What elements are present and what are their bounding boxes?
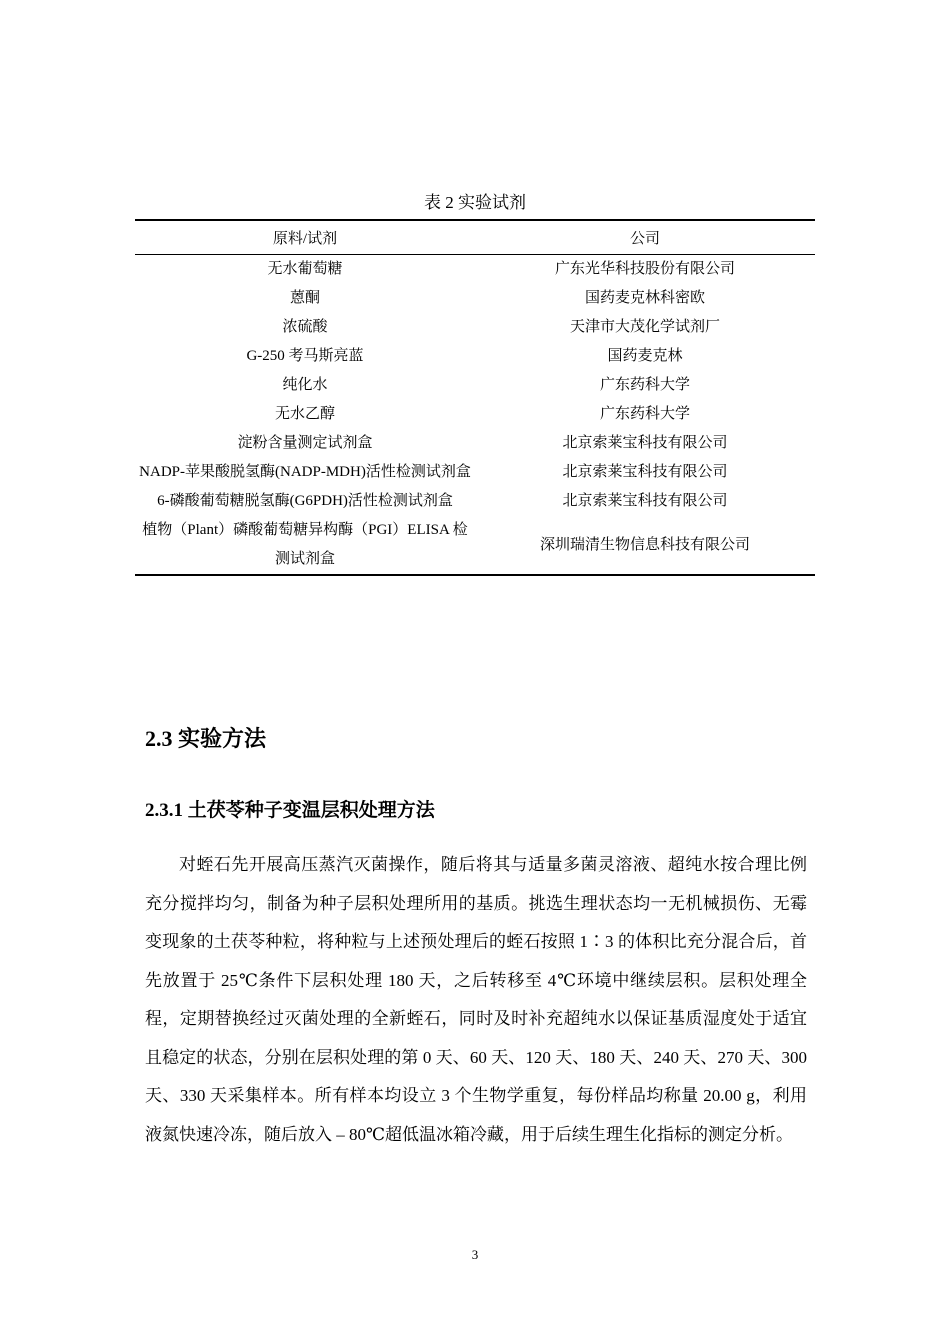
- reagent-cell: 浓硫酸: [282, 319, 328, 335]
- reagent-cell: 无水葡萄糖: [267, 261, 343, 277]
- company-cell: 天津市大茂化学试剂厂: [569, 319, 720, 335]
- table-row: [135, 400, 815, 429]
- reagent-cell: NADP-苹果酸脱氢酶(NADP-MDH)活性检测试剂盒: [139, 464, 471, 480]
- reagents-table: [135, 219, 815, 576]
- table-row: [135, 516, 815, 575]
- company-cell: 北京索莱宝科技有限公司: [562, 464, 728, 480]
- body-paragraph: 对蛭石先开展高压蒸汽灭菌操作，随后将其与适量多菌灵溶液、超纯水按合理比例充分搅拌均匀，制备为种子层积处理所用的基质。挑选生理状态均一无机械损伤、无霉变现象的土茯苓种粒，将种粒与上述预处理后的蛭石按照 1∶3 的体积比充分混合后，首先放置于 25℃条件下层积处理 180 天，之后转移至 4℃环境中继续层积。层积处理全程，定期替换经过灭菌处理的全新蛭石，同时及时补充超纯水以保证基质湿度处于适宜且稳定的状态，分别在层积处理的第 0 天、60 天、120 天、180 天、240 天、270 天、300 天、330 天采集样本。所有样本均设立 3 个生物学重复，每份样品均称量 20.00 g，利用液氮快速冷冻，随后放入 – 80℃超低温冰箱冷藏，用于后续生理生化指标的测定分析。: [145, 855, 807, 1144]
- company-cell: 国药麦克林: [607, 348, 683, 364]
- subsection-heading: 2.3.1 土茯苓种子变温层积处理方法: [145, 800, 435, 821]
- company-cell: 广东光华科技股份有限公司: [554, 261, 735, 277]
- reagent-cell: 淀粉含量测定试剂盒: [237, 435, 373, 451]
- company-cell: 北京索莱宝科技有限公司: [562, 435, 728, 451]
- column-header-company: 公司: [629, 231, 660, 247]
- table-caption: 表 2 实验试剂: [424, 193, 526, 212]
- reagent-cell: 无水乙醇: [274, 406, 335, 422]
- table-row: [135, 458, 815, 487]
- table-row: [135, 429, 815, 458]
- company-cell: 北京索莱宝科技有限公司: [562, 493, 728, 509]
- company-cell: 广东药科大学: [599, 406, 690, 422]
- reagent-cell: 蒽酮: [289, 290, 320, 306]
- page-number: 3: [471, 1247, 479, 1262]
- company-cell: 广东药科大学: [599, 377, 690, 393]
- reagent-cell: 植物（Plant）磷酸葡萄糖异构酶（PGI）ELISA 检测试剂盒: [142, 522, 468, 567]
- company-cell: 国药麦克林科密欧: [584, 290, 705, 306]
- column-header-reagent: 原料/试剂: [272, 231, 338, 247]
- reagent-cell: G-250 考马斯亮蓝: [246, 348, 364, 364]
- table-row: [135, 255, 815, 285]
- reagent-cell: 纯化水: [282, 377, 328, 393]
- company-cell: 深圳瑞清生物信息科技有限公司: [539, 536, 750, 553]
- table-row: [135, 371, 815, 400]
- table-header-row: [135, 220, 815, 255]
- table-row: [135, 284, 815, 313]
- table-row: [135, 487, 815, 516]
- section-heading: 2.3 实验方法: [145, 726, 267, 751]
- reagent-cell: 6-磷酸葡萄糖脱氢酶(G6PDH)活性检测试剂盒: [157, 493, 453, 509]
- table-row: [135, 313, 815, 342]
- table-row: [135, 342, 815, 371]
